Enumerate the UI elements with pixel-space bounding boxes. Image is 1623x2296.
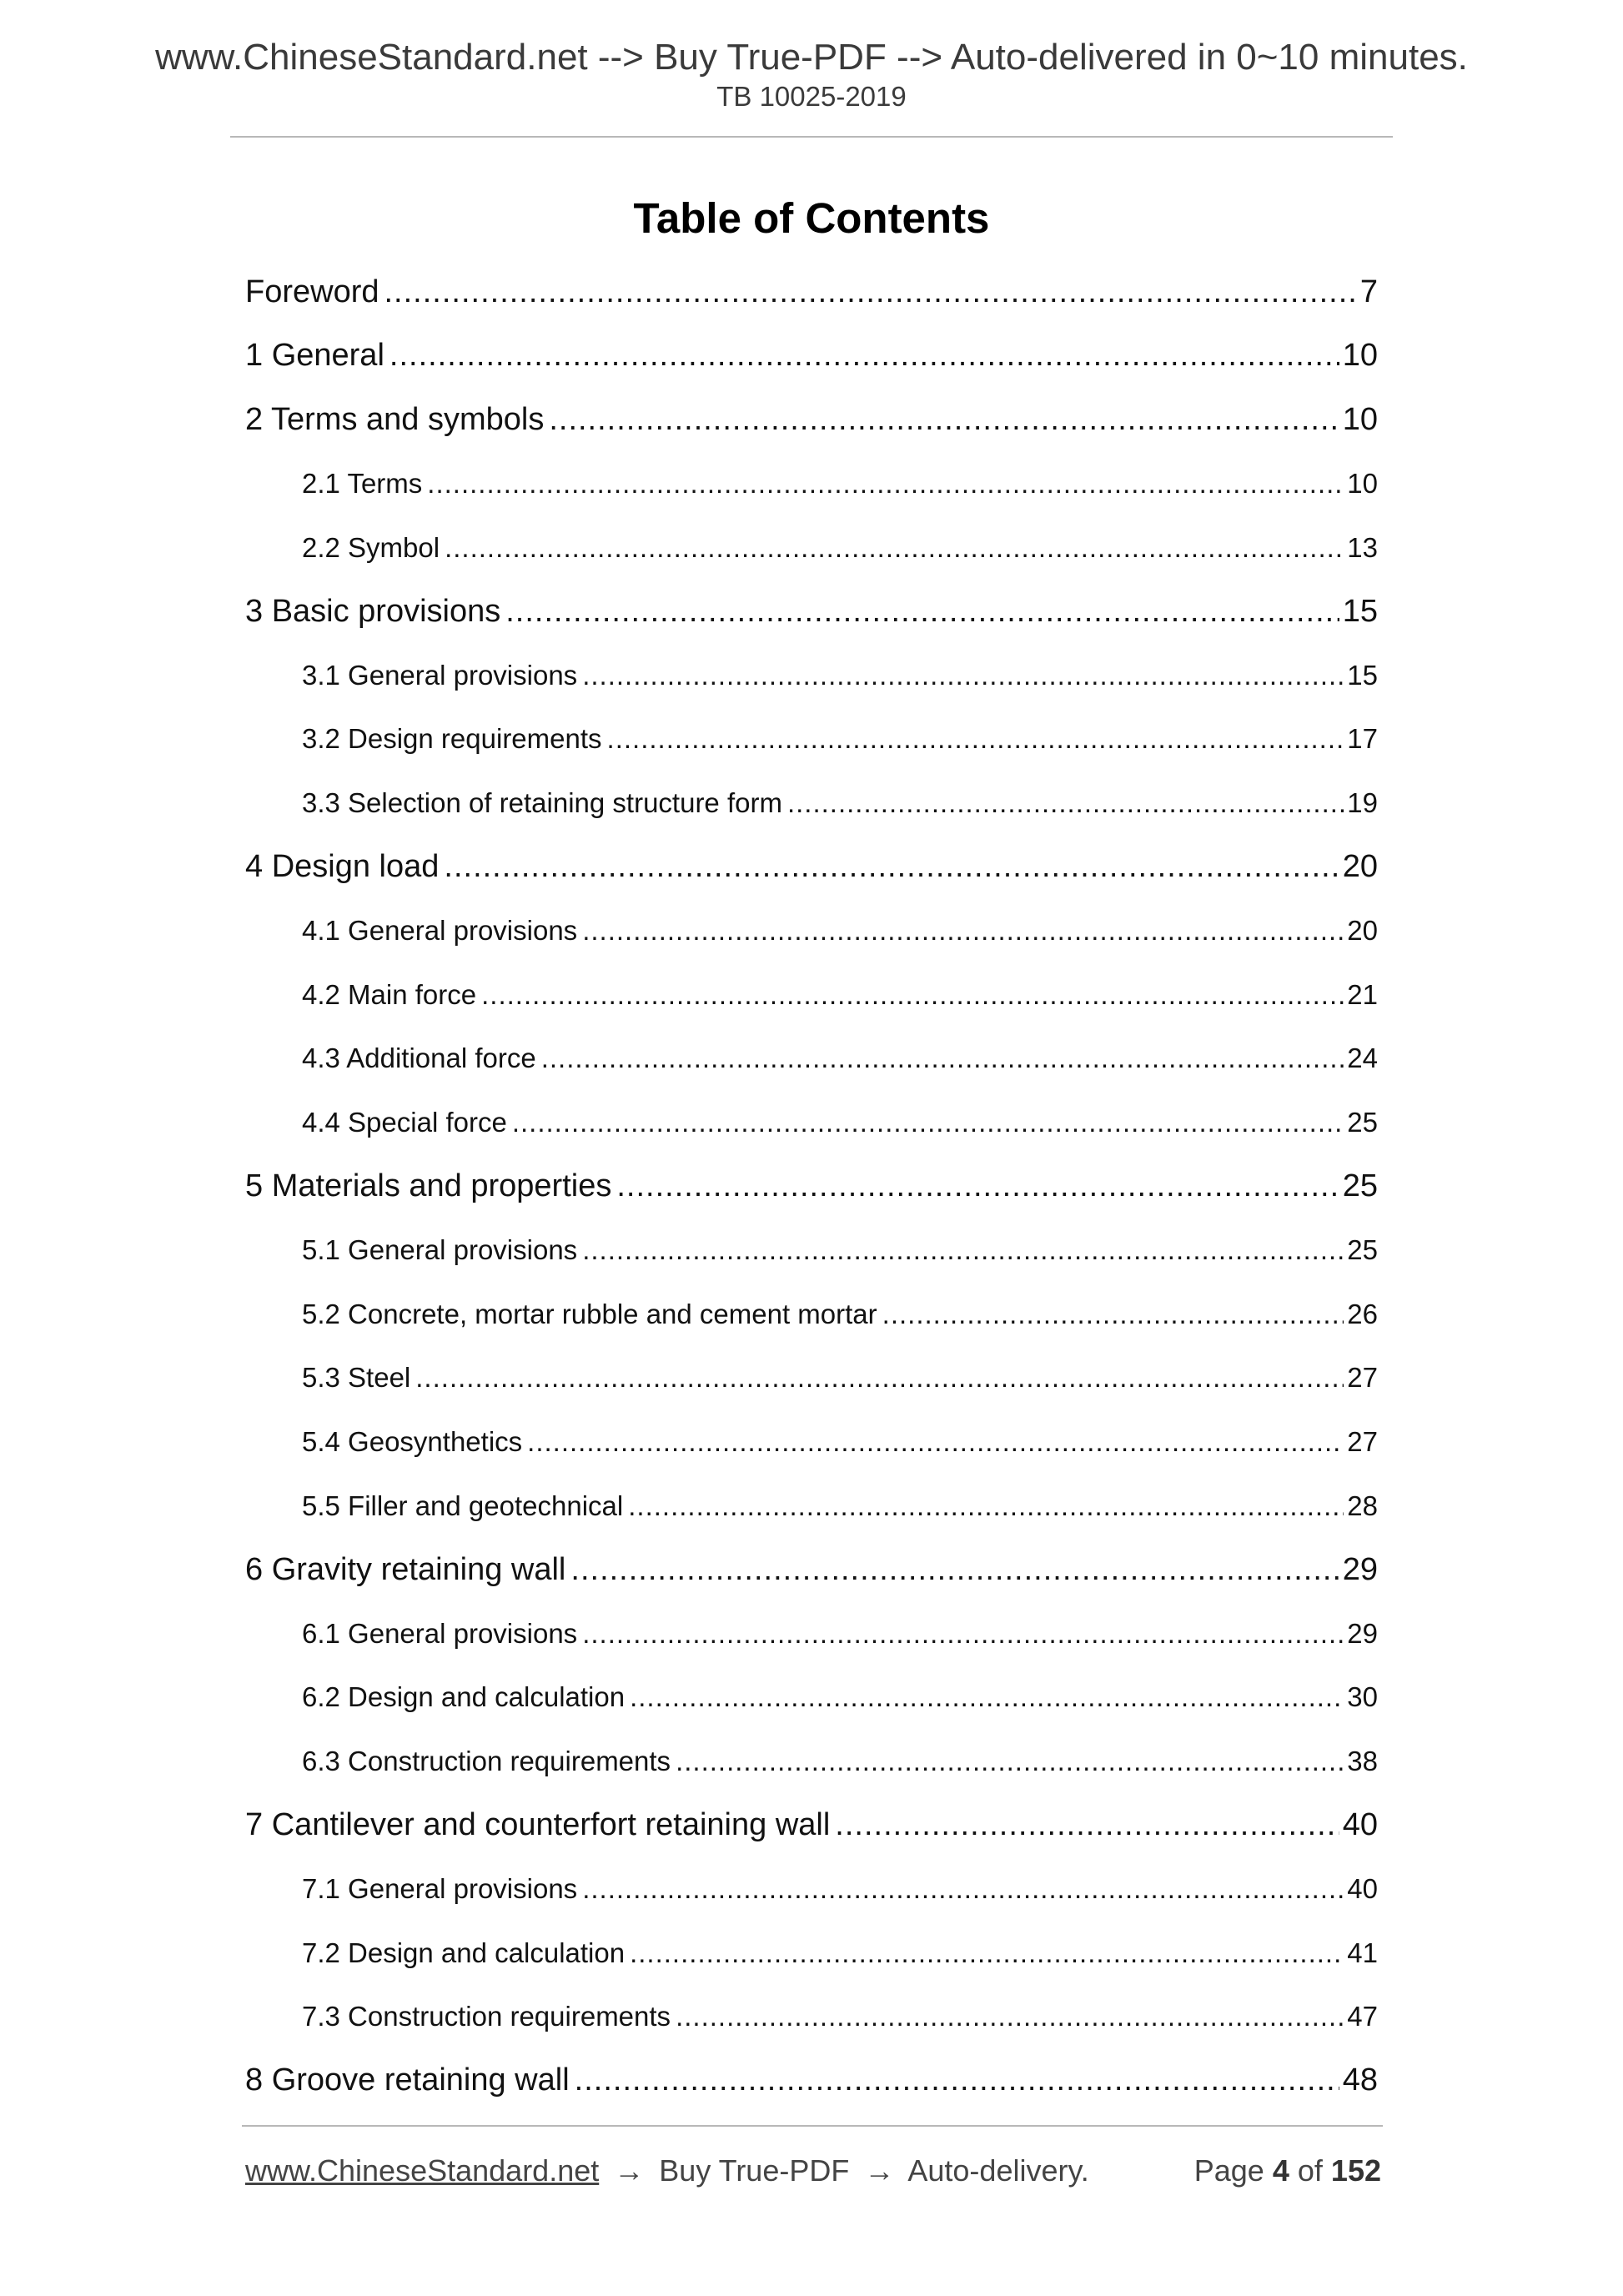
toc-section-entry[interactable]: [245, 1538, 1378, 1602]
toc-entry-title: 6.2 Design and calculation: [302, 1681, 626, 1713]
toc-entry-title: 4.4 Special force: [302, 1107, 507, 1138]
toc-entry-title: 2.1 Terms: [302, 468, 423, 500]
toc-subsection-entry[interactable]: [245, 1985, 1378, 2049]
page-of: of: [1297, 2153, 1323, 2188]
header-divider: [230, 136, 1393, 138]
footer-site-link[interactable]: www.ChineseStandard.net: [245, 2153, 600, 2188]
toc-entry-page: 25: [1342, 1168, 1378, 1204]
toc-entry-page: 10: [1347, 468, 1378, 500]
toc-subsection-entry[interactable]: [245, 1283, 1378, 1347]
toc-entry-page: 15: [1347, 659, 1378, 691]
toc-dot-leader: [444, 849, 1339, 885]
toc-dot-leader: [481, 979, 1344, 1011]
footer-divider: [242, 2125, 1383, 2127]
toc-entry-title: 3.2 Design requirements: [302, 723, 602, 755]
toc-dot-leader: [630, 1937, 1344, 1969]
toc-entry-page: 19: [1347, 787, 1378, 819]
toc-entry-page: 47: [1347, 2001, 1378, 2032]
document-id: TB 10025-2019: [716, 81, 907, 112]
toc-entry-page: 29: [1347, 1617, 1378, 1649]
toc-entry-page: 41: [1347, 1937, 1378, 1968]
toc-dot-leader: [630, 1681, 1344, 1713]
toc-dot-leader: [389, 338, 1339, 374]
toc-subsection-entry[interactable]: [245, 963, 1378, 1027]
toc-entry-page: 20: [1342, 849, 1378, 885]
toc-entry-title: 5.4 Geosynthetics: [302, 1425, 523, 1457]
footer-delivery-text: Auto-delivery.: [907, 2153, 1089, 2188]
toc-entry-title: 1 General: [245, 338, 384, 374]
toc-dot-leader: [527, 1426, 1344, 1458]
toc-subsection-entry[interactable]: [245, 771, 1378, 836]
toc-entry-title: 7.3 Construction requirements: [302, 2001, 671, 2032]
toc-subsection-entry[interactable]: [245, 1665, 1378, 1730]
toc-dot-leader: [582, 1618, 1344, 1650]
toc-section-entry[interactable]: [245, 580, 1378, 644]
toc-entry-title: 3.3 Selection of retaining structure form: [302, 787, 782, 819]
toc-entry-title: 5.3 Steel: [302, 1362, 411, 1394]
toc-dot-leader: [616, 1168, 1339, 1204]
page-current: 4: [1272, 2153, 1289, 2188]
toc-dot-leader: [628, 1490, 1344, 1522]
toc-dot-leader: [582, 660, 1344, 691]
toc-entry-title: 4.2 Main force: [302, 978, 477, 1010]
toc-dot-leader: [384, 274, 1357, 310]
toc-dot-leader: [676, 2001, 1344, 2032]
toc-entry-page: 17: [1347, 723, 1378, 755]
toc-dot-leader: [835, 1807, 1339, 1843]
toc-section-entry[interactable]: [245, 260, 1378, 324]
toc-dot-leader: [582, 1234, 1344, 1266]
toc-dot-leader: [415, 1362, 1344, 1394]
toc-dot-leader: [575, 2062, 1339, 2098]
toc-entry-page: 38: [1347, 1745, 1378, 1776]
toc-subsection-entry[interactable]: [245, 1410, 1378, 1475]
toc-entry-page: 24: [1347, 1042, 1378, 1074]
toc-entry-page: 25: [1347, 1107, 1378, 1138]
toc-entry-title: 2.2 Symbol: [302, 531, 440, 563]
toc-section-entry[interactable]: [245, 324, 1378, 389]
toc-dot-leader: [549, 402, 1339, 438]
toc-section-entry[interactable]: [245, 835, 1378, 899]
toc-subsection-entry[interactable]: [245, 1218, 1378, 1283]
toc-entry-page: 30: [1347, 1681, 1378, 1713]
page-title: Table of Contents: [633, 194, 990, 242]
toc-entry-title: 2 Terms and symbols: [245, 401, 545, 437]
toc-entry-page: 10: [1342, 401, 1378, 437]
toc-entry-page: 20: [1347, 915, 1378, 947]
toc-section-entry[interactable]: [245, 1793, 1378, 1857]
toc-dot-leader: [787, 787, 1344, 819]
toc-entry-page: 27: [1347, 1425, 1378, 1457]
header-banner: www.ChineseStandard.net --> Buy True-PDF --> Auto-delivered in 0~10 minutes.: [155, 37, 1468, 78]
toc-entry-page: 27: [1347, 1362, 1378, 1394]
toc-entry-title: Foreword: [245, 274, 379, 309]
toc-entry-title: 4.3 Additional force: [302, 1042, 536, 1074]
toc-dot-leader: [582, 915, 1344, 947]
toc-subsection-entry[interactable]: [245, 707, 1378, 771]
toc-dot-leader: [882, 1299, 1344, 1330]
toc-subsection-entry[interactable]: [245, 1474, 1378, 1538]
toc-dot-leader: [427, 468, 1344, 500]
toc-entry-page: 48: [1342, 2062, 1378, 2098]
toc-entry-page: 40: [1347, 1873, 1378, 1905]
toc-dot-leader: [541, 1042, 1344, 1074]
toc-dot-leader: [570, 1552, 1339, 1588]
toc-subsection-entry[interactable]: [245, 452, 1378, 516]
toc-subsection-entry[interactable]: [245, 1857, 1378, 1922]
toc-entry-title: 5.5 Filler and geotechnical: [302, 1490, 624, 1521]
toc-entry-title: 4.1 General provisions: [302, 915, 578, 947]
toc-dot-leader: [582, 1873, 1344, 1905]
table-of-contents: [245, 260, 1378, 2113]
toc-entry-page: 26: [1347, 1298, 1378, 1329]
toc-dot-leader: [607, 723, 1344, 755]
toc-dot-leader: [505, 594, 1339, 630]
page-footer: [245, 2150, 1381, 2192]
page-number: [1194, 2150, 1381, 2192]
toc-entry-title: 6.3 Construction requirements: [302, 1745, 671, 1776]
page-label: Page: [1193, 2153, 1264, 2188]
toc-entry-page: 7: [1359, 274, 1378, 309]
toc-entry-title: 6.1 General provisions: [302, 1617, 578, 1649]
arrow-right-icon: →: [614, 2153, 645, 2188]
toc-dot-leader: [445, 532, 1344, 564]
footer-buy-text: Buy True-PDF: [659, 2153, 850, 2188]
toc-entry-page: 28: [1347, 1490, 1378, 1521]
toc-subsection-entry[interactable]: [245, 644, 1378, 708]
toc-entry-title: 5.1 General provisions: [302, 1234, 578, 1266]
toc-section-entry[interactable]: [245, 1154, 1378, 1218]
toc-entry-title: 5 Materials and properties: [245, 1168, 612, 1204]
toc-entry-title: 3.1 General provisions: [302, 659, 578, 691]
toc-subsection-entry[interactable]: [245, 1730, 1378, 1794]
toc-entry-page: 25: [1347, 1234, 1378, 1266]
toc-dot-leader: [512, 1107, 1344, 1138]
toc-entry-title: 4 Design load: [245, 849, 440, 885]
toc-section-entry[interactable]: [245, 388, 1378, 452]
toc-entry-title: 7.1 General provisions: [302, 1873, 578, 1905]
toc-section-entry[interactable]: [245, 2049, 1378, 2113]
toc-subsection-entry[interactable]: [245, 515, 1378, 580]
toc-entry-title: 8 Groove retaining wall: [245, 2062, 570, 2098]
arrow-right-icon: →: [864, 2153, 895, 2188]
toc-entry-page: 15: [1342, 593, 1378, 629]
toc-subsection-entry[interactable]: [245, 1601, 1378, 1665]
toc-subsection-entry[interactable]: [245, 1091, 1378, 1155]
toc-entry-title: 3 Basic provisions: [245, 593, 501, 629]
toc-entry-page: 10: [1342, 338, 1378, 374]
toc-dot-leader: [676, 1746, 1344, 1777]
toc-entry-title: 6 Gravity retaining wall: [245, 1551, 566, 1587]
toc-entry-title: 7.2 Design and calculation: [302, 1937, 626, 1968]
toc-entry-page: 29: [1342, 1551, 1378, 1587]
toc-entry-title: 7 Cantilever and counterfort retaining wall: [245, 1807, 831, 1843]
toc-subsection-entry[interactable]: [245, 1346, 1378, 1410]
toc-entry-page: 13: [1347, 531, 1378, 563]
toc-subsection-entry[interactable]: [245, 1921, 1378, 1985]
toc-subsection-entry[interactable]: [245, 1027, 1378, 1091]
toc-entry-page: 21: [1347, 978, 1378, 1010]
toc-entry-title: 5.2 Concrete, mortar rubble and cement mortar: [302, 1298, 877, 1329]
toc-entry-page: 40: [1342, 1807, 1378, 1843]
toc-subsection-entry[interactable]: [245, 899, 1378, 963]
page-total: 152: [1330, 2153, 1381, 2188]
